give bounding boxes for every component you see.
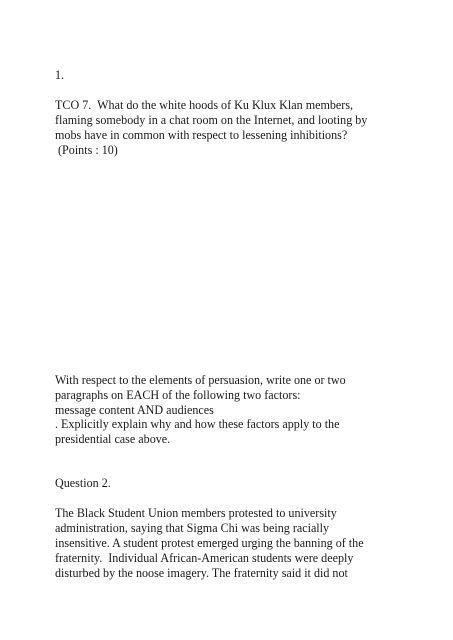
question-1-text-line: TCO 7. What do the white hoods of Ku Klux Klan members, — [55, 98, 354, 112]
question-1-text-line: flaming somebody in a chat room on the Internet, and looting by — [55, 113, 368, 127]
persuasion-text-line: paragraphs on EACH of the following two factors: — [55, 388, 301, 402]
persuasion-text-line: . Explicitly explain why and how these factors apply to the — [55, 417, 340, 431]
question-2-text-line: The Black Student Union members protested to university — [55, 506, 337, 520]
question-1-points: (Points : 10) — [55, 143, 118, 157]
question-2-text-line: insensitive. A student protest emerged urging the banning of the — [55, 536, 364, 550]
question-2-heading: Question 2. — [55, 476, 111, 490]
persuasion-text-line: message content AND audiences — [55, 403, 214, 417]
question-2-text-line: fraternity. Individual African-American students were deeply — [55, 551, 354, 565]
persuasion-text-line: presidential case above. — [55, 432, 171, 446]
persuasion-text-line: With respect to the elements of persuasion, write one or two — [55, 373, 346, 387]
question-2-text-line: disturbed by the noose imagery. The fraternity said it did not — [55, 566, 348, 580]
question-1-text-line: mobs have in common with respect to lessening inhibitions? — [55, 128, 348, 142]
question-1-number: 1. — [55, 68, 65, 82]
question-2-text-line: administration, saying that Sigma Chi was being racially — [55, 521, 330, 535]
